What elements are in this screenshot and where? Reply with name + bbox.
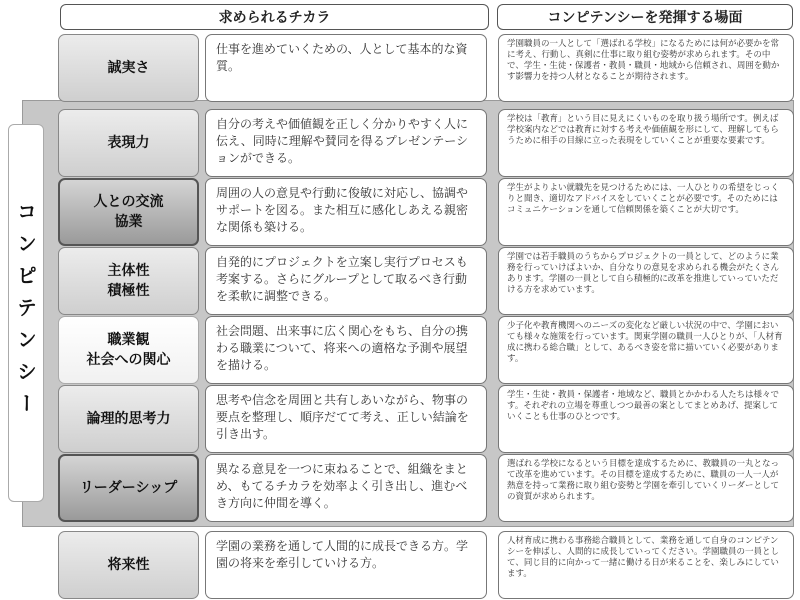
skill-scene: 人材育成に携わる事務総合職員として、業務を通して自身のコンピテンシーを伸ばし、人間的に成長していってください。学園職員の一員として、同じ目的に向かって一緒に働ける日が来ることを、楽しみにしています。: [498, 531, 794, 599]
row-potential: [58, 531, 794, 599]
skill-label: 主体性 積極性: [58, 247, 199, 315]
skill-description: 周囲の人の意見や行動に俊敏に対応し、協調やサポートを図る。また相互に感化しあえる親密な関係も築ける。: [205, 178, 487, 246]
skill-scene: 少子化や教育機関へのニーズの変化など厳しい状況の中で、学園においても様々な施策を行っています。関東学園の職員一人ひとりが、「人材育成に携わる総合職」として、あるべき姿を常に描いていく必要があります。: [498, 316, 794, 384]
skill-description: 仕事を進めていくための、人として基本的な資質。: [205, 34, 487, 102]
skill-description: 自発的にプロジェクトを立案し実行プロセスも考案する。さらにグループとして取るべき行動を柔軟に調整できる。: [205, 247, 487, 315]
skill-label: リーダーシップ: [58, 454, 199, 522]
row-sincerity: [58, 34, 794, 102]
skill-scene: 学校は「教育」という目に見えにくいものを取り扱う場所です。例えば学校案内などでは教育に対する考えや価値観を形にして、理解してもらうために相手の目線に立った表現をしていくことが重要な要素です。: [498, 109, 794, 177]
skill-label: 誠実さ: [58, 34, 199, 102]
skill-description: 社会問題、出来事に広く関心をもち、自分の携わる職業について、将来への適格な予測や展望を描ける。: [205, 316, 487, 384]
skill-description: 異なる意見を一つに束ねることで、組織をまとめ、もてるチカラを効率よく引き出し、進むべき方向に仲間を導く。: [205, 454, 487, 522]
row-vocation: [58, 316, 794, 384]
skill-label: 論理的思考力: [58, 385, 199, 453]
skill-description: 自分の考えや価値観を正しく分かりやすく人に伝え、同時に理解や賛同を得るプレゼンテーションができる。: [205, 109, 487, 177]
skill-label: 表現力: [58, 109, 199, 177]
row-logical-thinking: [58, 385, 794, 453]
skill-description: 学園の業務を通して人間的に成長できる方。学園の将来を牽引していける方。: [205, 531, 487, 599]
skill-label: 人との交流 協業: [58, 178, 199, 246]
header-required-abilities: 求められるチカラ: [60, 4, 489, 30]
header-competency-scenes: コンピテンシーを発揮する場面: [497, 4, 793, 30]
skill-label: 将来性: [58, 531, 199, 599]
skill-scene: 学園では若手職員のうちからプロジェクトの一員として、どのように業務を行っていけばよいか、自分なりの意見を求められる機会がたくさんあります。学園の一員として自ら積極的に改革を推進していっていただける方を求めています。: [498, 247, 794, 315]
skill-scene: 学園職員の一人として「選ばれる学校」になるためには何が必要かを常に考え、行動し、真剣に仕事に取り組む姿勢が求められます。その中で、学生・生徒・保護者・教員・職員・地域から信頼され、周囲を動かす影響力を持つ人材となることが期待されます。: [498, 34, 794, 102]
skill-scene: 学生がよりよい就職先を見つけるためには、一人ひとりの希望をじっくりと聞き、適切なアドバイスをしていくことが必要です。そのためにはコミュニケーションを通して信頼関係を築くことが大切です。: [498, 178, 794, 246]
skill-scene: 選ばれる学校になるという目標を達成するために、教職員の一丸となって改革を進めています。その目標を達成するために、職員の一人一人が熱意を持って業務に取り組む姿勢と学園を牽引していくリーダーとしての資質が求められます。: [498, 454, 794, 522]
row-initiative: [58, 247, 794, 315]
skill-label: 職業観 社会への関心: [58, 316, 199, 384]
skill-scene: 学生・生徒・教員・保護者・地域など、職員とかかわる人たちは様々です。それぞれの立場を尊重しつつ最善の案としてまとめあげ、提案していくことも仕事のひとつです。: [498, 385, 794, 453]
row-expression: [58, 109, 794, 177]
competency-label: [8, 124, 44, 502]
competency-label-text: コンピテンシー: [13, 201, 38, 425]
row-interaction: [58, 178, 794, 246]
skill-description: 思考や信念を周囲と共有しあいながら、物事の要点を整理し、順序だてて考え、正しい結論を引き出す。: [205, 385, 487, 453]
row-leadership: [58, 454, 794, 522]
